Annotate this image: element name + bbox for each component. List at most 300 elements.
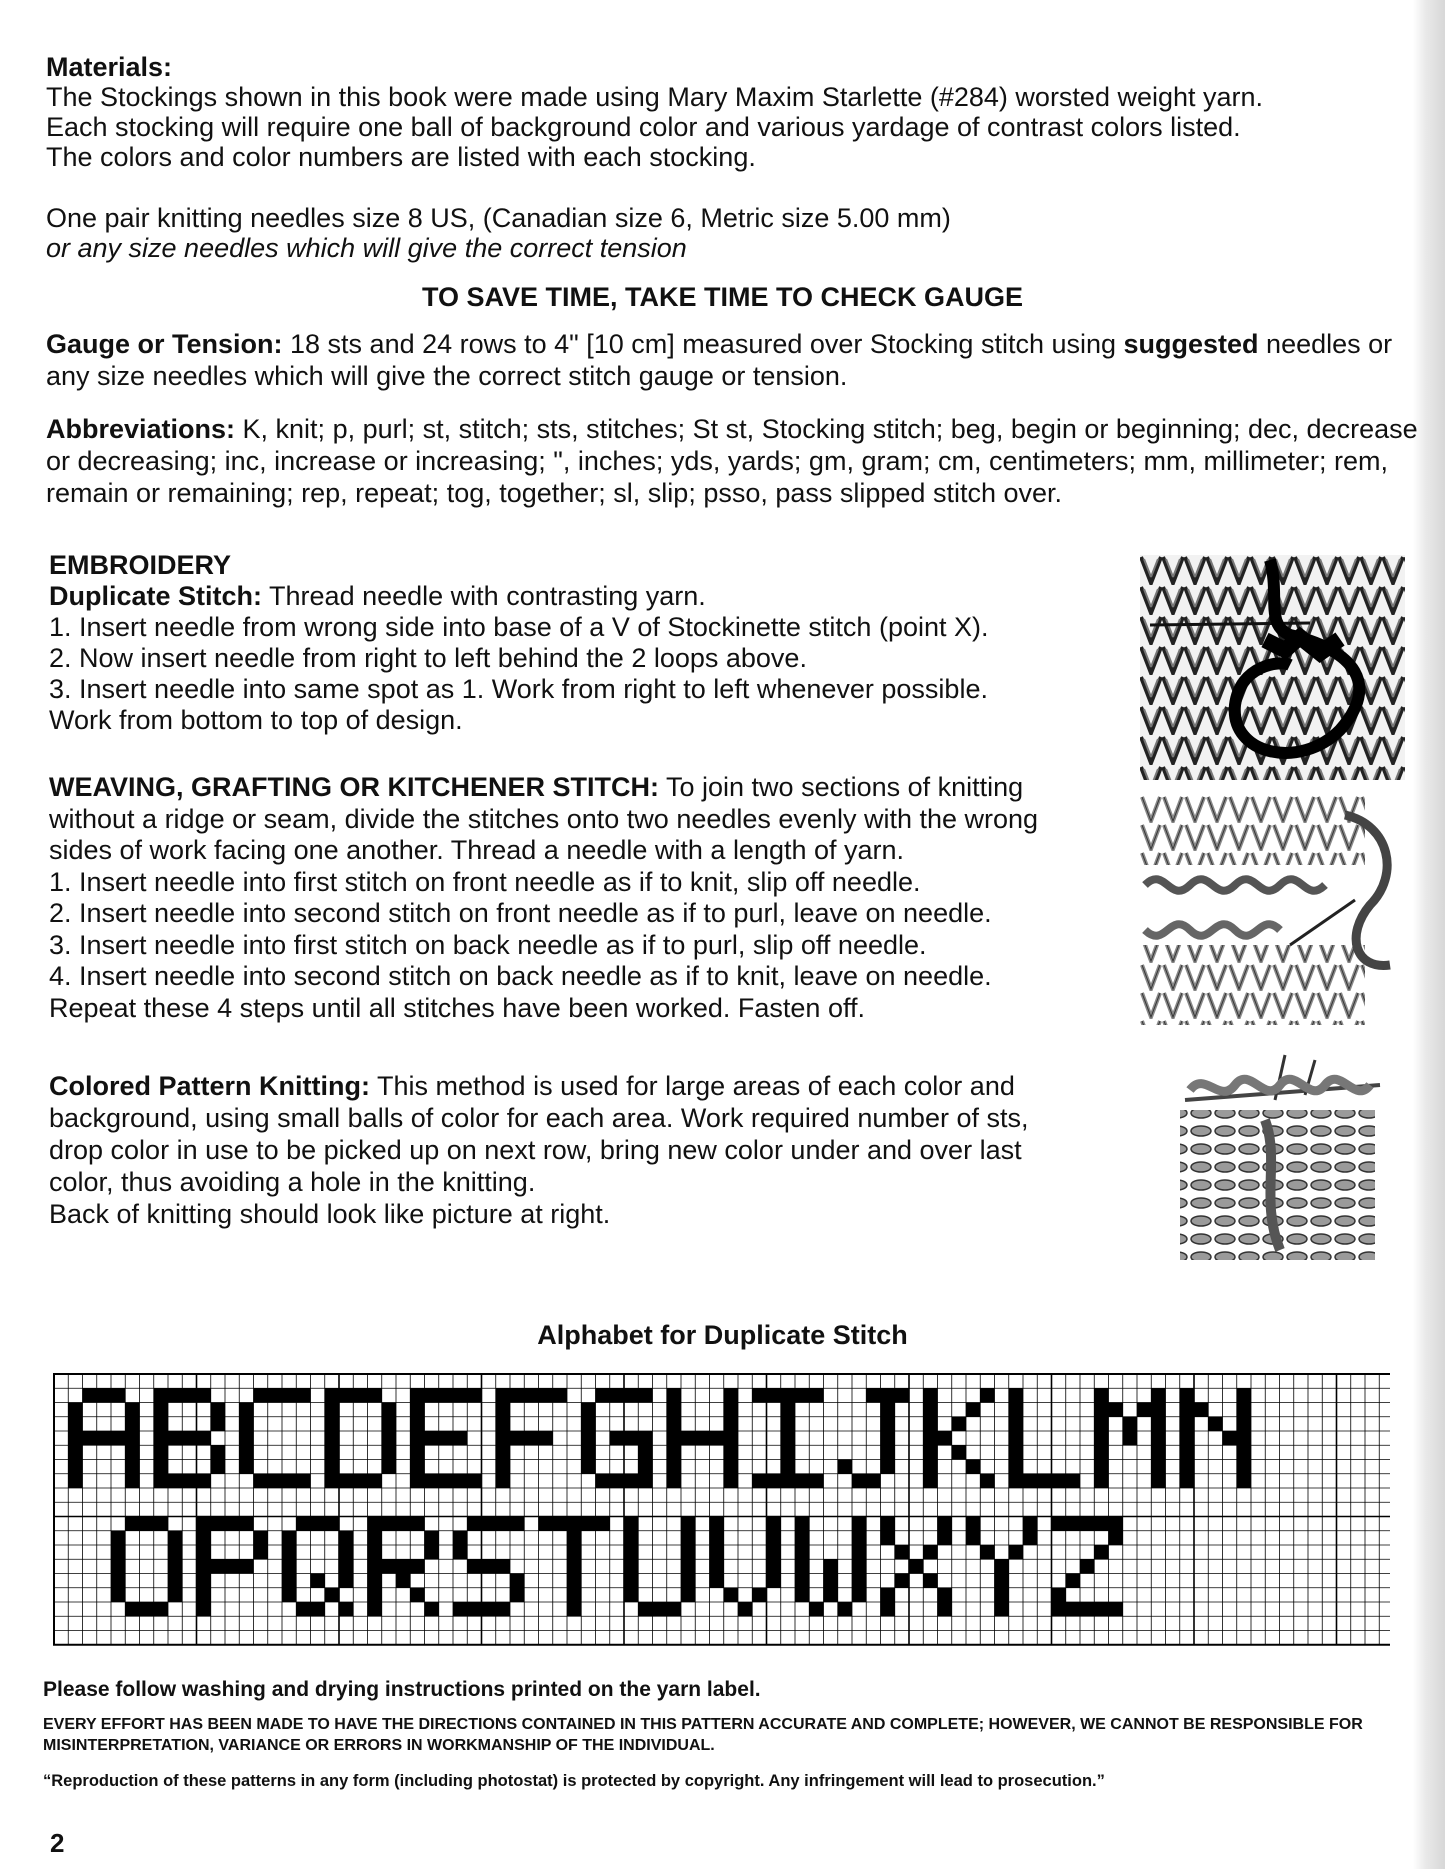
letter-cell-q <box>339 1559 353 1573</box>
letter-cell-d <box>382 1403 396 1417</box>
letter-cell-a <box>125 1445 139 1459</box>
letter-cell-a <box>97 1388 111 1402</box>
letter-cell-t <box>567 1574 581 1588</box>
letter-cell-o <box>111 1531 125 1545</box>
letter-cell-v <box>767 1531 781 1545</box>
letter-cell-n <box>1180 1445 1194 1459</box>
page-number: 2 <box>50 1828 65 1858</box>
letter-cell-r <box>396 1574 410 1588</box>
letter-cell-m <box>1123 1431 1137 1445</box>
letter-cell-x <box>881 1602 895 1616</box>
letter-cell-t <box>567 1559 581 1573</box>
letter-cell-c <box>296 1388 310 1402</box>
letter-cell-y <box>966 1517 980 1531</box>
letter-cell-a <box>111 1431 125 1445</box>
letter-cell-m <box>1094 1431 1108 1445</box>
letter-cell-k <box>923 1445 937 1459</box>
needles-line: One pair knitting needles size 8 US, (Canadian size 6, Metric size 5.00 mm) <box>46 203 951 233</box>
letter-cell-q <box>282 1531 296 1545</box>
embroidery-step: 2. Now insert needle from right to left behind the 2 loops above. <box>49 643 807 673</box>
abbreviations-section <box>46 413 1431 509</box>
letter-cell-r <box>425 1545 439 1559</box>
letter-cell-b <box>182 1431 196 1445</box>
letter-cell-g <box>638 1445 652 1459</box>
letter-cell-q <box>311 1517 325 1531</box>
letter-cell-a <box>125 1460 139 1474</box>
letter-cell-r <box>368 1574 382 1588</box>
letter-cell-u <box>667 1602 681 1616</box>
letter-cell-t <box>539 1517 553 1531</box>
letter-cell-d <box>325 1403 339 1417</box>
letter-cell-g <box>624 1431 638 1445</box>
letter-cell-x <box>895 1545 909 1559</box>
materials-line: The colors and color numbers are listed with each stocking. <box>46 142 756 172</box>
letter-cell-t <box>567 1545 581 1559</box>
weaving-intro-line: sides of work facing one another. Thread a needle with a length of yarn. <box>49 835 905 865</box>
letter-cell-i <box>781 1403 795 1417</box>
letter-cell-i <box>781 1431 795 1445</box>
letter-cell-j <box>852 1474 866 1488</box>
letter-cell-s <box>496 1517 510 1531</box>
letter-cell-c <box>239 1431 253 1445</box>
letter-cell-w <box>795 1531 809 1545</box>
letter-cell-y <box>1023 1517 1037 1531</box>
letter-cell-f <box>496 1388 510 1402</box>
letter-cell-b <box>182 1474 196 1488</box>
letter-cell-o <box>140 1517 154 1531</box>
embroidery-section <box>49 550 989 736</box>
letter-cell-w <box>852 1559 866 1573</box>
letter-cell-m <box>1094 1417 1108 1431</box>
duplicate-stitch-label: Duplicate Stitch: <box>49 581 263 611</box>
letter-cell-q <box>311 1574 325 1588</box>
letter-cell-n <box>1237 1403 1251 1417</box>
letter-cell-x <box>923 1574 937 1588</box>
letter-cell-z <box>1094 1602 1108 1616</box>
letter-cell-y <box>995 1588 1009 1602</box>
letter-cell-v <box>752 1588 766 1602</box>
duplicate-stitch-intro: Thread needle with contrasting yarn. <box>262 581 706 611</box>
letter-cell-o <box>168 1588 182 1602</box>
letter-cell-w <box>852 1588 866 1602</box>
letter-cell-u <box>681 1531 695 1545</box>
letter-cell-p <box>197 1545 211 1559</box>
letter-cell-o <box>168 1545 182 1559</box>
letter-cell-k <box>952 1445 966 1459</box>
colored-line: Back of knitting should look like picture at right. <box>49 1199 611 1229</box>
letter-cell-i <box>781 1388 795 1402</box>
letter-cell-s <box>510 1588 524 1602</box>
letter-cell-d <box>382 1445 396 1459</box>
letter-cell-w <box>795 1574 809 1588</box>
letter-cell-a <box>83 1431 97 1445</box>
letter-cell-y <box>995 1602 1009 1616</box>
letter-cell-d <box>325 1431 339 1445</box>
letter-cell-c <box>268 1474 282 1488</box>
letter-cell-p <box>239 1559 253 1573</box>
letter-cell-c <box>254 1388 268 1402</box>
letter-cell-r <box>368 1531 382 1545</box>
letter-cell-r <box>368 1517 382 1531</box>
letter-cell-z <box>1080 1602 1094 1616</box>
letter-cell-u <box>653 1602 667 1616</box>
letter-cell-d <box>339 1388 353 1402</box>
letter-cell-w <box>824 1588 838 1602</box>
letter-cell-j <box>866 1474 880 1488</box>
letter-cell-h <box>667 1403 681 1417</box>
letter-cell-t <box>553 1517 567 1531</box>
letter-cell-b <box>197 1431 211 1445</box>
weaving-intro: To join two sections of knitting <box>658 772 1024 802</box>
letter-cell-i <box>767 1474 781 1488</box>
letter-cell-l <box>1009 1431 1023 1445</box>
letter-cell-s <box>482 1517 496 1531</box>
letter-cell-b <box>168 1431 182 1445</box>
letter-cell-z <box>1080 1559 1094 1573</box>
letter-cell-k <box>980 1474 994 1488</box>
letter-cell-q <box>339 1545 353 1559</box>
letter-cell-d <box>325 1474 339 1488</box>
letter-cell-m <box>1094 1474 1108 1488</box>
embroidery-step: Work from bottom to top of design. <box>49 705 463 735</box>
letter-cell-f <box>539 1431 553 1445</box>
letter-cell-f <box>524 1388 538 1402</box>
letter-cell-r <box>410 1588 424 1602</box>
letter-cell-z <box>1109 1531 1123 1545</box>
letter-cell-e <box>439 1388 453 1402</box>
letter-cell-w <box>795 1517 809 1531</box>
letter-cell-w <box>795 1588 809 1602</box>
letter-cell-g <box>638 1474 652 1488</box>
alphabet-title: Alphabet for Duplicate Stitch <box>537 1320 908 1350</box>
letter-cell-d <box>325 1388 339 1402</box>
letter-cell-a <box>83 1388 97 1402</box>
letter-cell-n <box>1180 1403 1194 1417</box>
letter-cell-o <box>111 1559 125 1573</box>
letter-cell-p <box>211 1559 225 1573</box>
letter-cell-l <box>1009 1417 1023 1431</box>
letter-cell-u <box>681 1559 695 1573</box>
letter-cell-v <box>767 1559 781 1573</box>
colored-line: background, using small balls of color for each area. Work required number of sts, <box>49 1103 1029 1133</box>
letter-cell-k <box>938 1431 952 1445</box>
letter-cell-s <box>453 1602 467 1616</box>
letter-cell-l <box>1009 1474 1023 1488</box>
letter-cell-z <box>1066 1574 1080 1588</box>
letter-cell-j <box>881 1431 895 1445</box>
letter-cell-t <box>567 1588 581 1602</box>
letter-cell-f <box>539 1388 553 1402</box>
letter-cell-l <box>1037 1474 1051 1488</box>
gauge-emphasis: suggested <box>1123 329 1259 359</box>
letter-cell-a <box>68 1431 82 1445</box>
letter-cell-g <box>581 1403 595 1417</box>
letter-cell-p <box>225 1559 239 1573</box>
letter-cell-v <box>767 1574 781 1588</box>
letter-cell-j <box>881 1417 895 1431</box>
gauge-banner: TO SAVE TIME, TAKE TIME TO CHECK GAUGE <box>421 282 1024 312</box>
letter-cell-s <box>510 1574 524 1588</box>
weaving-section <box>49 772 1038 1024</box>
letter-cell-z <box>1080 1517 1094 1531</box>
letter-cell-h <box>667 1431 681 1445</box>
letter-cell-m <box>1137 1403 1151 1417</box>
letter-cell-t <box>596 1517 610 1531</box>
letter-cell-y <box>966 1531 980 1545</box>
letter-cell-n <box>1180 1460 1194 1474</box>
letter-cell-g <box>581 1445 595 1459</box>
letter-cell-c <box>296 1474 310 1488</box>
letter-cell-d <box>325 1460 339 1474</box>
letter-cell-h <box>667 1460 681 1474</box>
letter-cell-s <box>496 1559 510 1573</box>
letter-cell-m <box>1094 1403 1108 1417</box>
letter-cell-f <box>496 1417 510 1431</box>
letter-cell-u <box>624 1559 638 1573</box>
letter-cell-u <box>624 1574 638 1588</box>
colored-line: drop color in use to be picked up on next row, bring new color under and over last <box>49 1135 1022 1165</box>
letter-cell-i <box>795 1388 809 1402</box>
letter-cell-n <box>1223 1431 1237 1445</box>
letter-cell-x <box>881 1531 895 1545</box>
letter-cell-h <box>681 1431 695 1445</box>
letter-cell-u <box>681 1517 695 1531</box>
letter-cell-r <box>368 1588 382 1602</box>
letter-cell-r <box>410 1517 424 1531</box>
letter-cell-w <box>795 1545 809 1559</box>
letter-cell-h <box>724 1403 738 1417</box>
letter-cell-a <box>125 1474 139 1488</box>
copyright-notice: “Reproduction of these patterns in any form (including photostat) is protected by copyright. Any infringement will lead to prosecution.” <box>43 1772 1105 1790</box>
letter-cell-v <box>710 1574 724 1588</box>
letter-cell-h <box>724 1388 738 1402</box>
letter-cell-m <box>1151 1445 1165 1459</box>
needles-alt-line: or any size needles which will give the correct tension <box>46 233 687 263</box>
letter-cell-i <box>752 1474 766 1488</box>
letter-cell-i <box>809 1474 823 1488</box>
letter-cell-b <box>211 1445 225 1459</box>
letter-cell-s <box>510 1517 524 1531</box>
letter-cell-m <box>1123 1417 1137 1431</box>
letter-cell-o <box>125 1602 139 1616</box>
letter-cell-a <box>68 1403 82 1417</box>
letter-cell-w <box>809 1602 823 1616</box>
letter-cell-v <box>710 1517 724 1531</box>
letter-cell-x <box>923 1545 937 1559</box>
gauge-section <box>46 328 1426 392</box>
letter-cell-p <box>197 1531 211 1545</box>
letter-cell-h <box>724 1445 738 1459</box>
letter-cell-t <box>581 1517 595 1531</box>
letter-cell-e <box>410 1417 424 1431</box>
letter-cell-i <box>809 1388 823 1402</box>
letter-cell-q <box>282 1559 296 1573</box>
letter-cell-o <box>125 1517 139 1531</box>
letter-cell-b <box>168 1388 182 1402</box>
letter-cell-j <box>881 1388 895 1402</box>
grafting-illustration <box>1140 795 1405 1025</box>
letter-cell-w <box>852 1545 866 1559</box>
letter-cell-g <box>638 1388 652 1402</box>
letter-cell-x <box>938 1517 952 1531</box>
letter-cell-b <box>154 1460 168 1474</box>
letter-cell-e <box>439 1474 453 1488</box>
letter-cell-p <box>211 1517 225 1531</box>
letter-cell-e <box>425 1388 439 1402</box>
letter-cell-h <box>710 1431 724 1445</box>
letter-cell-a <box>97 1431 111 1445</box>
colored-intro: This method is used for large areas of each color and <box>369 1071 1015 1101</box>
letter-cell-e <box>410 1474 424 1488</box>
letter-cell-p <box>197 1588 211 1602</box>
letter-cell-b <box>197 1388 211 1402</box>
letter-cell-z <box>1052 1588 1066 1602</box>
letter-cell-p <box>239 1517 253 1531</box>
letter-cell-z <box>1066 1517 1080 1531</box>
colored-line: color, thus avoiding a hole in the knitting. <box>49 1167 536 1197</box>
letter-cell-z <box>1109 1602 1123 1616</box>
letter-cell-s <box>496 1602 510 1616</box>
letter-cell-b <box>182 1388 196 1402</box>
letter-cell-z <box>1094 1545 1108 1559</box>
letter-cell-k <box>923 1474 937 1488</box>
letter-cell-a <box>68 1460 82 1474</box>
letter-cell-y <box>980 1545 994 1559</box>
weaving-step: Repeat these 4 steps until all stitches have been worked. Fasten off. <box>49 992 865 1023</box>
letter-cell-q <box>311 1602 325 1616</box>
letter-cell-a <box>68 1445 82 1459</box>
letter-cell-e <box>425 1431 439 1445</box>
letter-cell-m <box>1151 1417 1165 1431</box>
weaving-step: 3. Insert needle into first stitch on back needle as if to purl, slip off needle. <box>49 929 927 960</box>
letter-cell-k <box>923 1403 937 1417</box>
letter-cell-n <box>1208 1417 1222 1431</box>
letter-cell-c <box>254 1474 268 1488</box>
letter-cell-e <box>410 1460 424 1474</box>
letter-cell-e <box>453 1431 467 1445</box>
letter-cell-m <box>1109 1403 1123 1417</box>
letter-cell-q <box>339 1574 353 1588</box>
letter-cell-w <box>838 1602 852 1616</box>
letter-cell-k <box>966 1460 980 1474</box>
letter-cell-q <box>282 1574 296 1588</box>
letter-cell-d <box>325 1417 339 1431</box>
letter-cell-n <box>1180 1417 1194 1431</box>
letter-cell-l <box>1066 1474 1080 1488</box>
letter-cell-j <box>838 1460 852 1474</box>
letter-cell-h <box>667 1388 681 1402</box>
letter-cell-z <box>1052 1517 1066 1531</box>
letter-cell-g <box>596 1388 610 1402</box>
letter-cell-n <box>1237 1417 1251 1431</box>
letter-cell-m <box>1094 1445 1108 1459</box>
letter-cell-z <box>1052 1602 1066 1616</box>
letter-cell-o <box>111 1545 125 1559</box>
letter-cell-b <box>168 1474 182 1488</box>
letter-cell-j <box>881 1403 895 1417</box>
letter-cell-c <box>282 1388 296 1402</box>
letter-cell-d <box>339 1474 353 1488</box>
letter-cell-o <box>111 1588 125 1602</box>
letter-cell-j <box>881 1445 895 1459</box>
letter-cell-o <box>154 1517 168 1531</box>
letter-cell-k <box>966 1403 980 1417</box>
letter-cell-o <box>168 1531 182 1545</box>
letter-cell-c <box>282 1474 296 1488</box>
letter-cell-k <box>923 1388 937 1402</box>
letter-cell-r <box>410 1559 424 1573</box>
letter-cell-h <box>724 1431 738 1445</box>
letter-cell-n <box>1237 1474 1251 1488</box>
letter-cell-l <box>1052 1474 1066 1488</box>
letter-cell-q <box>339 1602 353 1616</box>
letter-cell-g <box>624 1474 638 1488</box>
letter-cell-l <box>1009 1460 1023 1474</box>
letter-cell-e <box>439 1431 453 1445</box>
embroidery-step: 1. Insert needle from wrong side into base of a V of Stockinette stitch (point X). <box>49 612 989 642</box>
letter-cell-b <box>154 1445 168 1459</box>
weaving-step: 1. Insert needle into first stitch on front needle as if to knit, slip off needle. <box>49 866 921 897</box>
colored-label: Colored Pattern Knitting: <box>49 1071 370 1101</box>
letter-cell-m <box>1151 1403 1165 1417</box>
letter-cell-d <box>382 1460 396 1474</box>
letter-cell-n <box>1180 1388 1194 1402</box>
letter-cell-r <box>368 1545 382 1559</box>
materials-line: Each stocking will require one ball of background color and various yardage of contrast colors listed. <box>46 112 1241 142</box>
letter-cell-l <box>1009 1445 1023 1459</box>
letter-cell-c <box>268 1388 282 1402</box>
letter-cell-t <box>567 1517 581 1531</box>
letter-cell-i <box>781 1474 795 1488</box>
letter-cell-w <box>795 1559 809 1573</box>
letter-cell-w <box>824 1574 838 1588</box>
letter-cell-d <box>382 1431 396 1445</box>
letter-cell-i <box>781 1460 795 1474</box>
letter-cell-f <box>496 1460 510 1474</box>
letter-cell-u <box>681 1574 695 1588</box>
letter-cell-g <box>638 1431 652 1445</box>
letter-cell-r <box>396 1559 410 1573</box>
letter-cell-h <box>724 1474 738 1488</box>
letter-cell-i <box>767 1388 781 1402</box>
letter-cell-n <box>1237 1460 1251 1474</box>
letter-cell-v <box>710 1545 724 1559</box>
letter-cell-v <box>767 1545 781 1559</box>
letter-cell-h <box>667 1445 681 1459</box>
letter-cell-c <box>239 1445 253 1459</box>
letter-cell-p <box>254 1545 268 1559</box>
duplicate-stitch-illustration <box>1140 555 1405 780</box>
letter-cell-g <box>581 1460 595 1474</box>
letter-cell-d <box>368 1388 382 1402</box>
letter-cell-h <box>724 1460 738 1474</box>
letter-cell-c <box>239 1403 253 1417</box>
letter-cell-h <box>695 1431 709 1445</box>
letter-cell-f <box>510 1388 524 1402</box>
letter-cell-k <box>923 1417 937 1431</box>
letter-cell-n <box>1180 1474 1194 1488</box>
letter-cell-n <box>1237 1431 1251 1445</box>
letter-cell-i <box>781 1445 795 1459</box>
letter-cell-e <box>453 1474 467 1488</box>
colored-knitting-back-illustration <box>1165 1050 1400 1265</box>
letter-cell-v <box>710 1531 724 1545</box>
letter-cell-m <box>1094 1460 1108 1474</box>
letter-cell-r <box>368 1559 382 1573</box>
weaving-step: 4. Insert needle into second stitch on back needle as if to knit, leave on needle. <box>49 961 992 991</box>
letter-cell-h <box>667 1417 681 1431</box>
materials-section <box>46 52 1263 263</box>
